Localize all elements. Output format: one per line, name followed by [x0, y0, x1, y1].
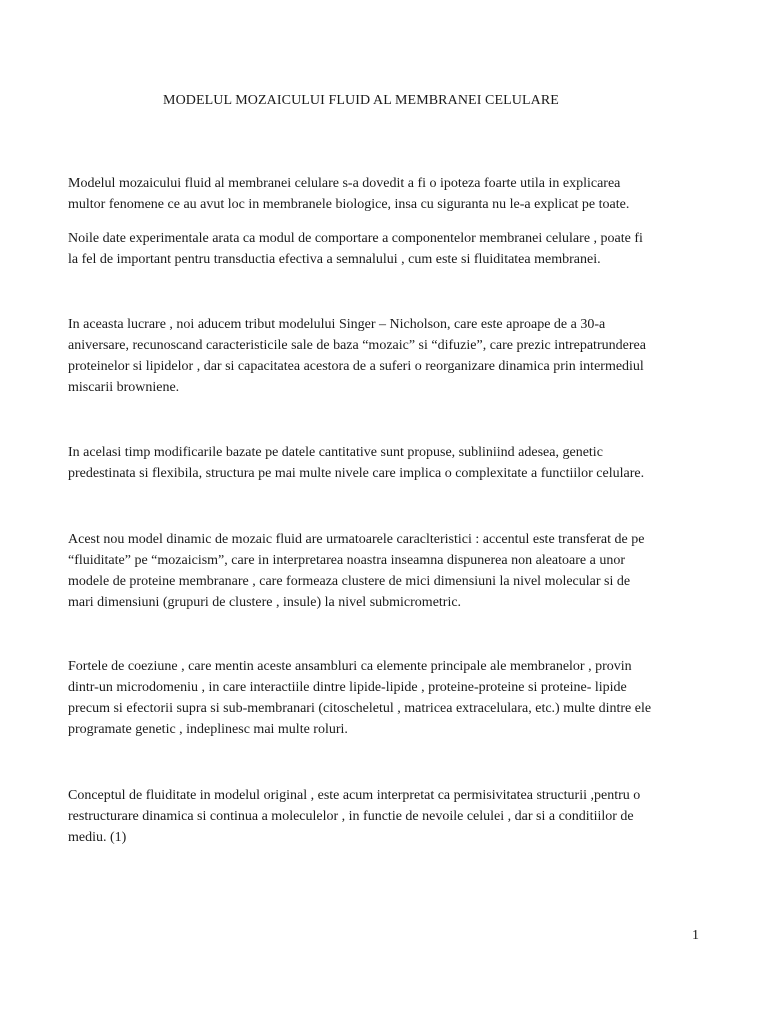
paragraph-line: miscarii browniene.	[68, 380, 180, 395]
paragraph-line: multor fenomene ce au avut loc in membranele biologice, insa cu siguranta nu le-a explicat pe toate.	[68, 197, 630, 212]
paragraph-line: Modelul mozaicului fluid al membranei celulare s-a dovedit a fi o ipoteza foarte utila in explicarea	[68, 176, 621, 191]
paragraph-6	[68, 656, 708, 740]
paragraph-1	[68, 173, 708, 215]
page-number: 1	[692, 928, 699, 943]
paragraph-line: mediu. (1)	[68, 830, 127, 845]
paragraph-line: mari dimensiuni (grupuri de clustere , insule) la nivel submicrometric.	[68, 595, 462, 610]
paragraph-line: precum si efectorii supra si sub-membranari (citoscheletul , matricea extracelulara, etc.) multe dintre ele	[68, 701, 652, 716]
paragraph-line: proteinelor si lipidelor , dar si capacitatea acestora de a suferi o reorganizare dinamica prin intermediul	[68, 359, 644, 374]
paragraph-7	[68, 785, 708, 848]
paragraph-line: predestinata si flexibila, structura pe mai multe nivele care implica o complexitate a functiilor celulare.	[68, 466, 645, 481]
paragraph-line: “fluiditate” pe “mozaicism”, care in interpretarea noastra inseamna dispunerea non aleatoare a unor	[68, 553, 625, 568]
document-title: MODELUL MOZAICULUI FLUID AL MEMBRANEI CELULARE	[163, 93, 559, 108]
paragraph-line: dintr-un microdomeniu , in care interactiile dintre lipide-lipide , proteine-proteine si proteine- lipide	[68, 680, 627, 695]
paragraph-line: Conceptul de fluiditate in modelul original , este acum interpretat ca permisivitatea structurii ,pentru o	[68, 788, 641, 803]
paragraph-5	[68, 529, 708, 613]
paragraph-line: Fortele de coeziune , care mentin aceste ansambluri ca elemente principale ale membranelor , provin	[68, 659, 632, 674]
paragraph-2	[68, 228, 708, 270]
paragraph-line: aniversare, recunoscand caracteristicile sale de baza “mozaic” si “difuzie”, care prezic intrepatrunderea	[68, 338, 646, 353]
paragraph-line: In acelasi timp modificarile bazate pe datele cantitative sunt propuse, subliniind adesea, genetic	[68, 445, 603, 460]
paragraph-line: modele de proteine membranare , care formeaza clustere de mici dimensiuni la nivel molecular si de	[68, 574, 631, 589]
paragraph-3	[68, 314, 708, 398]
paragraph-line: Noile date experimentale arata ca modul de comportare a componentelor membranei celulare , poate fi	[68, 231, 643, 246]
paragraph-line: In aceasta lucrare , noi aducem tribut modelului Singer – Nicholson, care este aproape de a 30-a	[68, 317, 606, 332]
paragraph-line: restructurare dinamica si continua a moleculelor , in functie de nevoile celulei , dar si a conditiilor de	[68, 809, 634, 824]
paragraph-line: Acest nou model dinamic de mozaic fluid are urmatoarele caraclteristici : accentul este transferat de pe	[68, 532, 645, 547]
paragraph-4	[68, 442, 708, 484]
paragraph-line: la fel de important pentru transductia efectiva a semnalului , cum este si fluiditatea membranei.	[68, 252, 601, 267]
paragraph-line: programate genetic , indeplinesc mai multe roluri.	[68, 722, 348, 737]
